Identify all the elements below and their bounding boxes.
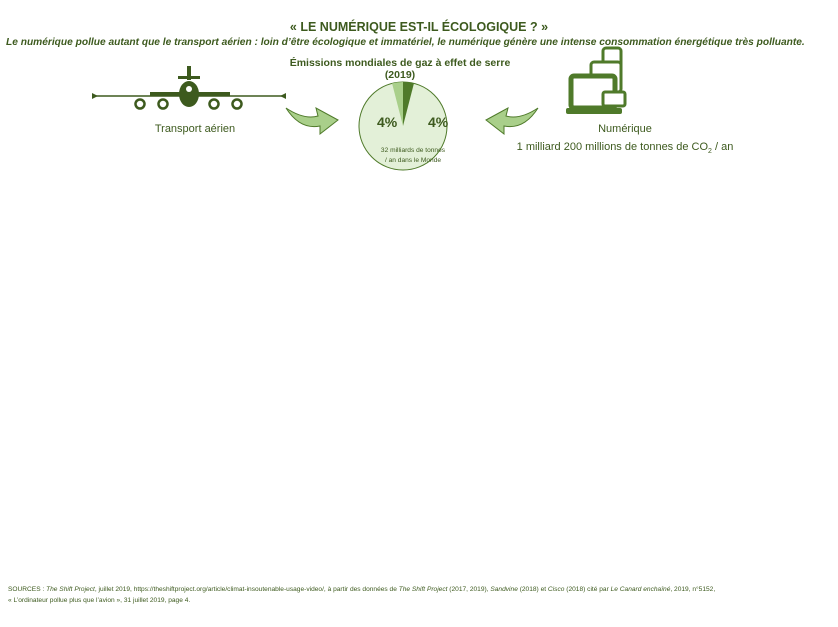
source-sandvine: Sandvine <box>490 586 518 593</box>
pct-numerique: 4% <box>428 114 449 130</box>
emissions-title: Émissions mondiales de gaz à effet de serre (2019) <box>289 57 511 81</box>
page-subtitle: Le numérique pollue autant que le transport aérien : loin d’être écologique et immatériel, le numérique génère une intense consommation énergétique très polluante. <box>6 37 805 48</box>
pie-caption-line2: / an dans le Monde <box>384 157 442 164</box>
sources-line-2: « L’ordinateur pollue plus que l’avion », 31 juillet 2019, page 4. <box>8 597 191 604</box>
source-canard: Le Canard enchaîné <box>610 586 671 593</box>
source-text-5: , 2019, n°5152, <box>670 586 716 593</box>
source-text-4: (2018) cité par <box>564 586 611 593</box>
digital-emissions <box>500 141 750 155</box>
source-shift-2: The Shift Project <box>398 586 448 593</box>
pie-caption-line1: 32 milliards de tonnes <box>380 147 446 154</box>
arrow-right-icon <box>284 104 340 136</box>
airplane-icon <box>90 64 288 114</box>
source-text-2: (2017, 2019), <box>447 586 491 593</box>
devices-icon <box>565 46 645 122</box>
source-shift-1: The Shift Project <box>46 586 95 593</box>
digital-emissions-suffix: / an <box>711 141 734 153</box>
sources <box>8 584 834 606</box>
source-cisco: Cisco <box>547 586 565 593</box>
sources-line-1 <box>8 584 834 595</box>
source-text-1: , juillet 2019, https://theshiftproject.org/article/climat-insoutenable-usage-video/, à partir des données de <box>94 586 399 593</box>
co2-subscript: 2 <box>708 148 712 156</box>
arrow-left-icon <box>484 104 540 136</box>
pie-caption <box>370 146 456 166</box>
sources-label: SOURCES : <box>8 586 47 593</box>
digital-emissions-prefix: 1 milliard 200 millions de tonnes de CO <box>516 141 709 153</box>
pct-transport: 4% <box>377 114 398 130</box>
source-text-3: (2018) et <box>517 586 548 593</box>
plane-label: Transport aérien <box>154 123 236 135</box>
digital-label: Numérique <box>598 123 652 135</box>
page-title: « LE NUMÉRIQUE EST-IL ÉCOLOGIQUE ? » <box>289 20 549 34</box>
